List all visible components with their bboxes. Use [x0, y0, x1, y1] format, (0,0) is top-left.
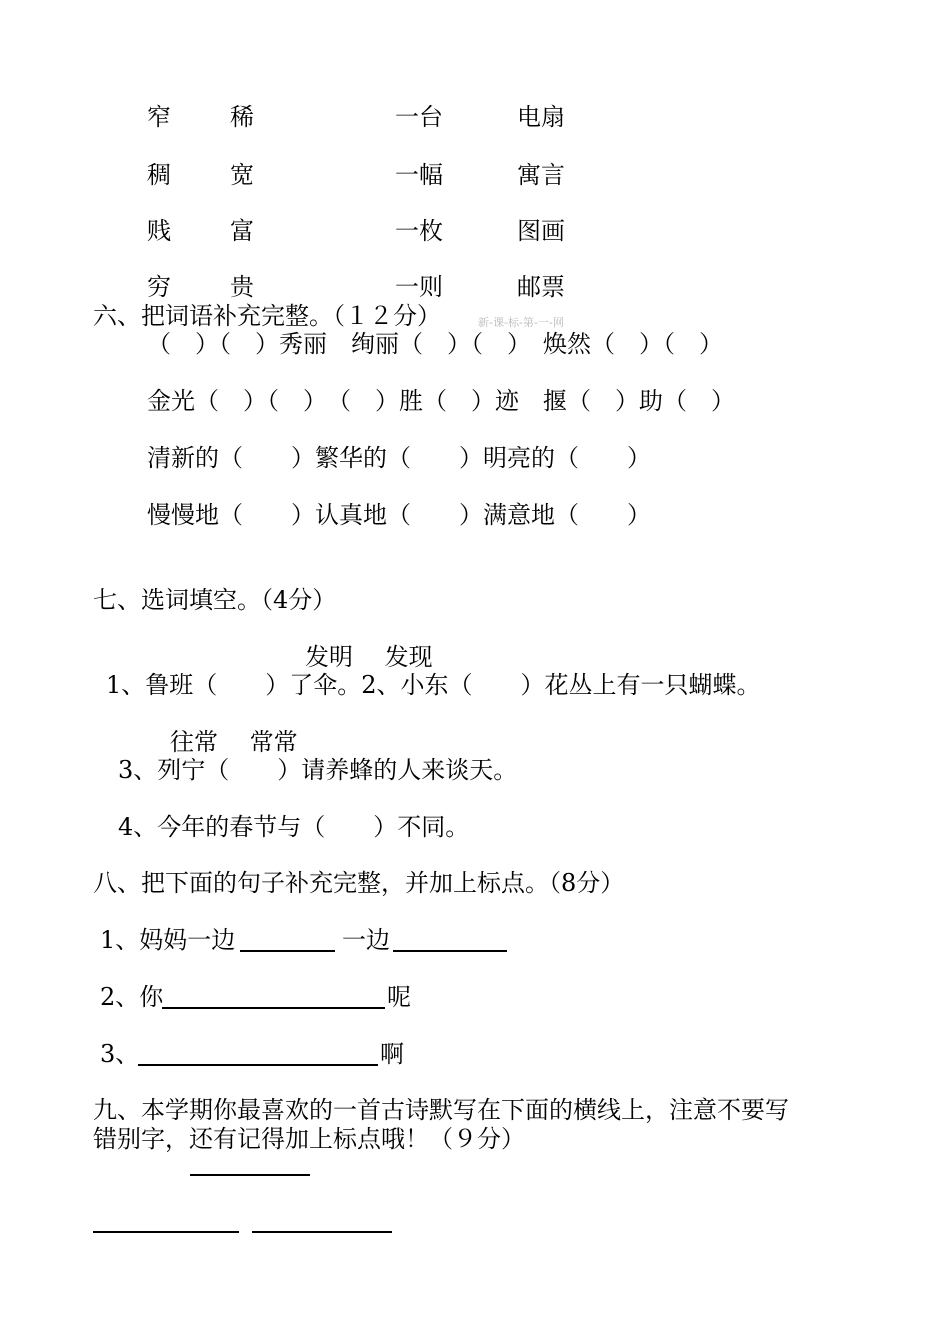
poem-title-line: [190, 1174, 310, 1176]
match-left-2-2: 宽: [230, 161, 254, 189]
section8-q3-end: 啊: [380, 1040, 404, 1068]
section8-title: 八、把下面的句子补充完整，并加上标点。（8分）: [93, 869, 625, 897]
section9-title-line-2: 错别字，还有记得加上标点哦！（９分）: [93, 1125, 525, 1153]
poem-author-line: [93, 1231, 239, 1233]
answer-line: [393, 950, 507, 952]
watermark: 新-课-标-第-一-网: [478, 316, 564, 329]
section6-line-1: （ ）（ ）秀丽 绚丽（ ）（ ） 焕然（ ）（ ）: [147, 330, 723, 358]
section8-q1-mid: 一边: [342, 926, 390, 954]
section6-line-2: 金光（ ）（ ） （ ）胜（ ）迹 揠（ ）助（ ）: [147, 387, 735, 415]
section8-q2-start: 2、你: [100, 983, 164, 1011]
match-right-2-4: 邮票: [517, 273, 565, 301]
match-left-1-4: 穷: [147, 273, 171, 301]
section7-question-1: 1、鲁班（ ）了伞。2、小东（ ）花丛上有一只蝴蝶。: [106, 671, 761, 699]
match-right-2-2: 寓言: [517, 161, 565, 189]
answer-line: [162, 1007, 385, 1009]
section6-title: 六、把词语补充完整。（１２分）: [93, 302, 441, 330]
poem-author-line: [252, 1231, 392, 1233]
match-left-2-1: 稀: [230, 103, 254, 131]
match-right-1-3: 一枚: [395, 217, 443, 245]
section9-title-line-1: 九、本学期你最喜欢的一首古诗默写在下面的横线上，注意不要写: [93, 1096, 789, 1124]
match-right-1-1: 一台: [395, 103, 443, 131]
match-left-2-4: 贵: [230, 273, 254, 301]
section8-q3-start: 3、: [100, 1040, 140, 1068]
section8-q2-end: 呢: [387, 983, 411, 1011]
match-right-1-4: 一则: [395, 273, 443, 301]
match-right-2-3: 图画: [517, 217, 565, 245]
match-left-2-3: 富: [230, 217, 254, 245]
section6-line-4: 慢慢地（ ）认真地（ ）满意地（ ）: [147, 501, 651, 529]
section7-question-4: 4、今年的春节与（ ）不同。: [118, 813, 470, 841]
section8-q1-start: 1、妈妈一边: [100, 926, 236, 954]
match-right-1-2: 一幅: [395, 161, 443, 189]
answer-line: [240, 950, 335, 952]
section7-word-pair-1: 发明 发现: [305, 643, 433, 671]
match-left-1-2: 稠: [147, 161, 171, 189]
section7-question-3: 3、列宁（ ）请养蜂的人来谈天。: [118, 756, 518, 784]
section7-title: 七、选词填空。（4分）: [93, 586, 337, 614]
match-left-1-1: 窄: [147, 103, 171, 131]
section6-line-3: 清新的（ ）繁华的（ ）明亮的（ ）: [147, 444, 651, 472]
section7-word-pair-2: 往常 常常: [170, 728, 298, 756]
answer-line: [138, 1064, 378, 1066]
match-right-2-1: 电扇: [517, 103, 565, 131]
match-left-1-3: 贱: [147, 217, 171, 245]
